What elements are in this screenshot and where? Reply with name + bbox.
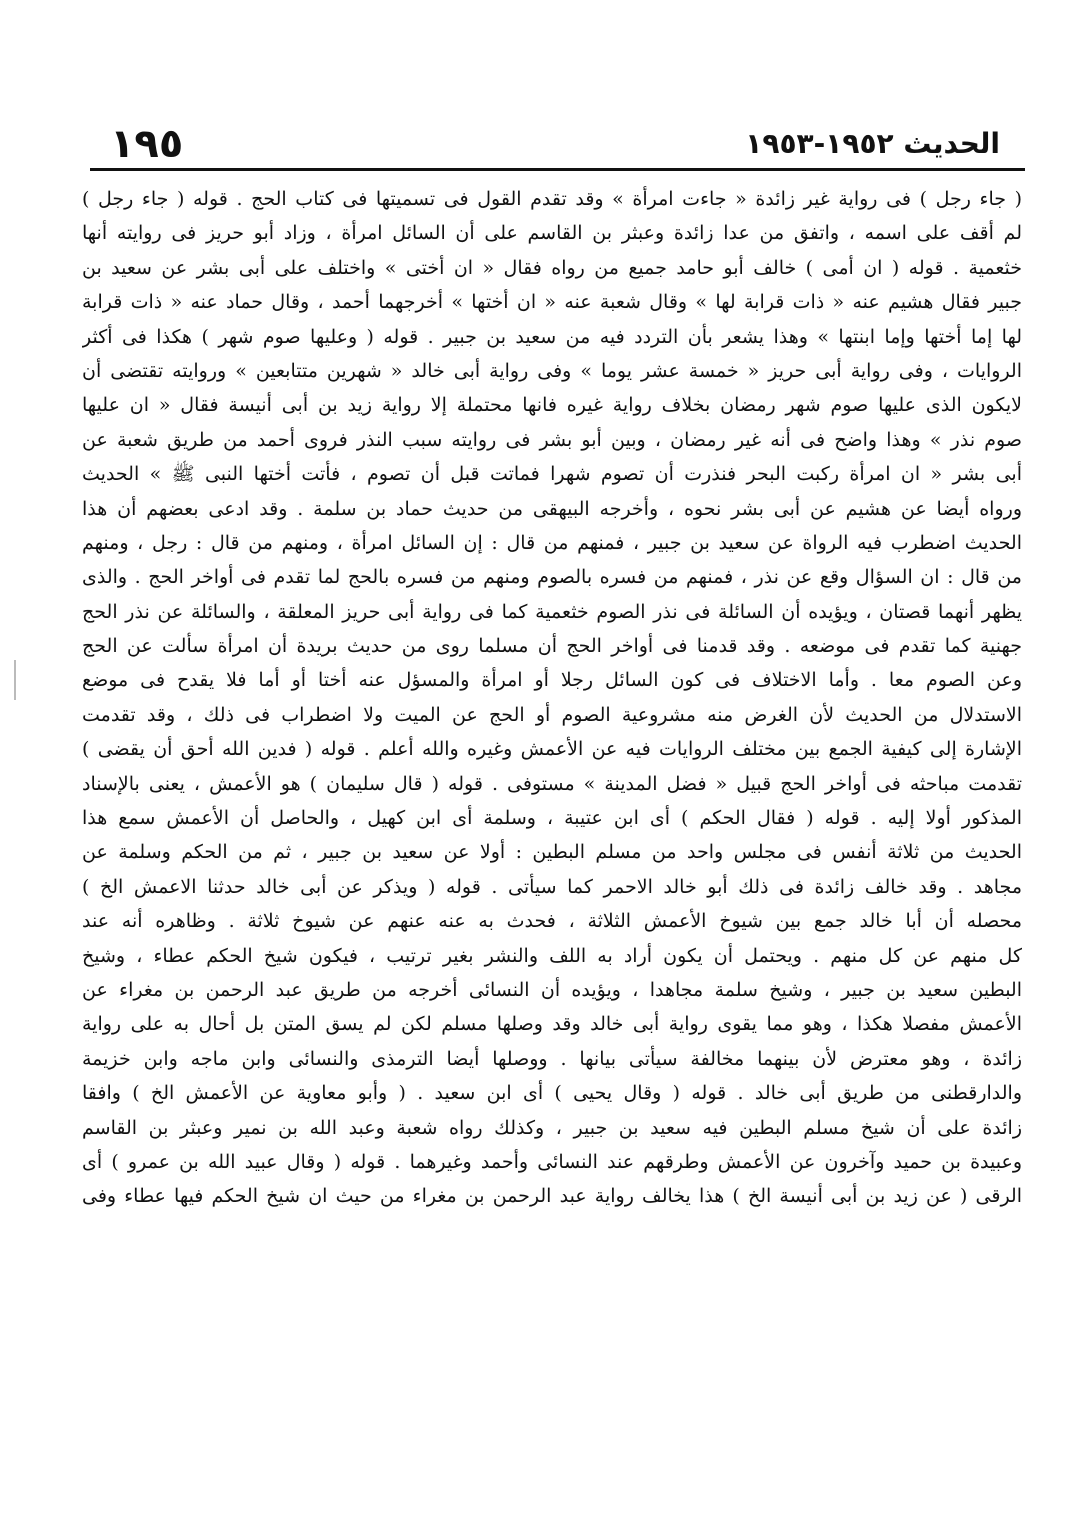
text-line: زائدة على أن شيخ مسلم البطين فيه سعيد بن جبير ، وكذلك رواه شعبة وعبد الله بن نمير وعبثر بن القاسم — [82, 1116, 1022, 1139]
text-line: والدارقطنى من طريق أبى خالد . قوله ( وقال يحيى ) أى ابن سعيد . ( وأبو معاوية عن الأعمش الخ ) وافقا — [82, 1082, 1022, 1105]
text-line: الإشارة إلى كيفية الجمع بين مختلف الروايات فيه عن الأعمش وغيره والله أعلم . قوله ( فدين الله أحق أن يقضى ) — [82, 738, 1022, 761]
text-line: أبى بشر « ان امرأة ركبت البحر فنذرت أن تصوم شهرا فماتت قبل أن تصوم ، فأتت أختها النبى ﷺ » الحديث — [82, 463, 1022, 486]
text-line: جبير فقال هشيم عنه « ذات قرابة لها » وقال شعبة عنه « ان أختها » أخرجهما أحمد ، وقال حماد عنه « ذات قرابة — [82, 291, 1022, 314]
text-line: مجاهد . وقد خالف زائدة فى ذلك أبو خالد الاحمر كما سيأتى . قوله ( ويذكر عن أبى خالد حدثنا الاعمش الخ ) — [82, 875, 1022, 898]
text-line: محصله أن أبا خالد جمع بين شيوخ الأعمش الثلاثة ، فحدث به عنه عنهم عن شيوخ ثلاثة . وظاهره أنه عند — [82, 910, 1022, 933]
text-line: البطين سعيد بن جبير ، وشيخ سلمة مجاهدا ، ويؤيده أن النسائى أخرجه من طريق عبد الرحمن بن مغراء عن — [82, 978, 1022, 1001]
text-line: زائدة ، وهو معترض لأن بينهما مخالفة سيأتى بيانها . ووصلها أيضا الترمذى والنسائى وابن ماجه وابن خزيمة — [82, 1047, 1022, 1070]
page-number: ١٩٥ — [110, 121, 184, 167]
text-line: يظهر أنهما قصتان ، ويؤيده أن السائلة فى نذر الصوم خثعمية كما فى رواية أبى حريز المعلقة ، والسائلة عن نذر الحج — [82, 600, 1022, 623]
text-line: صوم نذر » وهذا واضح فى أنه غير رمضان ، وبين أبو بشر فى روايته سبب النذر فروى أحمد من طريق شعبة عن — [82, 428, 1022, 451]
page-header — [90, 120, 1020, 168]
text-line: الاستدلال من الحديث لأن الغرض منه مشروعية الصوم أو الحج عن الميت ولا اضطراب فى ذلك ، وقد تقدمت — [82, 703, 1022, 726]
text-line: المذكور أولا إليه . قوله ( فقال الحكم ) أى ابن عتيبة ، وسلمة أى ابن كهيل ، والحاصل أن الأعمش سمع هذا — [82, 807, 1022, 830]
margin-mark — [14, 660, 16, 700]
text-line: وعن الصوم معا . وأما الاختلاف فى كون السائل رجلا أو امرأة والمسؤل عنه أختا أو أما فلا يقدح فى موضع — [82, 669, 1022, 692]
text-line: ورواه أيضا عن هشيم عن أبى بشر نحوه ، وأخرجه البيهقى من حديث حماد بن سلمة . وقد ادعى بعضهم أن هذا — [82, 497, 1022, 520]
text-line: خثعمية . قوله ( ان أمى ) خالف أبو حامد جميع من رواه فقال « ان أختى » واختلف على أبى بشر عن سعيد بن — [82, 256, 1022, 279]
text-line: الأعمش مفصلا هكذا ، وهو مما يقوى رواية أبى خالد وقد وصلها مسلم لكن لم يسق المتن بل أحال به على رواية — [82, 1013, 1022, 1036]
text-line: الحديث اضطرب فيه الرواة عن سعيد بن جبير ، فمنهم من قال : إن السائل امرأة ، ومنهم من قال : رجل ، ومنهم — [82, 531, 1022, 554]
body-text — [82, 182, 1022, 1214]
text-line: تقدمت مباحثه فى أواخر الحج قبيل « فضل المدينة » مستوفى . قوله ( قال سليمان ) هو الأعمش ، يعنى بالإسناد — [82, 772, 1022, 795]
text-line: وعبيدة بن حميد وآخرون عن الأعمش وطرقهم عند النسائى وأحمد وغيرهما . قوله ( وقال عبيد الله بن عمرو ) أى — [82, 1150, 1022, 1173]
text-line: لها إما أختها وإما ابنتها » وهذا يشعر بأن التردد فيه من سعيد بن جبير . قوله ( وعليها صوم شهر ) هكذا فى أكثر — [82, 325, 1022, 348]
header-rule — [90, 168, 1025, 171]
text-line: كل منهم عن كل منهم . ويحتمل أن يكون أراد به اللف والنشر بغير ترتيب ، فيكون شيخ الحكم عطاء ، وشيخ — [82, 944, 1022, 967]
text-line: ( جاء رجل ) فى رواية غير زائدة « جاءت امرأة » وقد تقدم القول فى تسميتها فى كتاب الحج . قوله ( جاء رجل ) — [82, 188, 1022, 210]
text-line: لايكون الذى عليها صوم شهر رمضان بخلاف رواية غيره فانها محتملة إلا رواية زيد بن أبى أنيسة فقال « ان عليها — [82, 394, 1022, 417]
text-line: الحديث من ثلاثة أنفس فى مجلس واحد من مسلم البطين : أولا عن سعيد بن جبير ، ثم من الحكم وسلمة عن — [82, 841, 1022, 864]
text-line: لم أقف على اسمه ، واتفق من عدا زائدة وعبثر بن القاسم على أن السائل امرأة ، وزاد أبو حريز فى روايته أنها — [82, 222, 1022, 245]
text-line: الروايات ، وفى رواية أبى حريز « خمسة عشر يوما » وفى رواية أبى خالد « شهرين متتابعين » وروايته تقتضى أن — [82, 359, 1022, 382]
text-line: الرقى ( عن زيد بن أبى أنيسة الخ ) هذا يخالف رواية عبد الرحمن بن مغراء من حيث ان شيخ الحكم فيها عطاء وفى — [82, 1185, 1022, 1208]
running-title: الحديث ١٩٥٢-١٩٥٣ — [745, 127, 1000, 160]
text-line: من قال : ان السؤال وقع عن نذر ، فمنهم من فسره بالصوم ومنهم من فسره بالحج لما تقدم فى أواخر الحج . والذى — [82, 566, 1022, 589]
text-line: جهنية كما تقدم فى موضعه . وقد قدمنا فى أواخر الحج أن مسلما روى من حديث بريدة أن امرأة سألت عن الحج — [82, 635, 1022, 658]
